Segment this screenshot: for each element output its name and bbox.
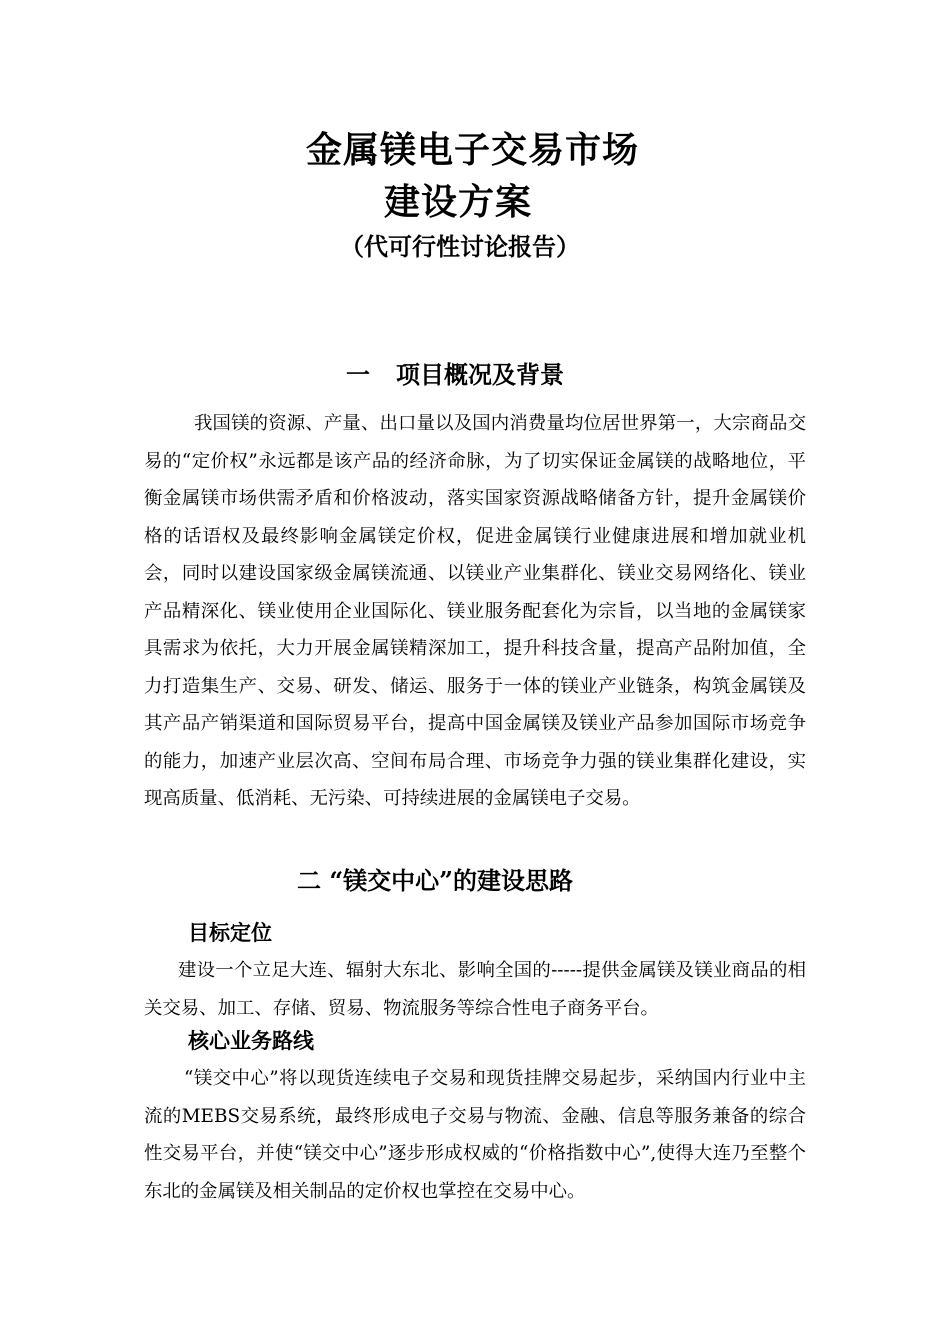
section1-title: 项目概况及背景 xyxy=(396,360,564,389)
document-title-line2: 建设方案 xyxy=(384,181,533,223)
subsection-target-paragraph: 建设一个立足大连、辐射大东北、影响全国的-----提供金属镁及镁业商品的相关交易、加工、存储、贸易、物流服务等综合性电子商务平台。 xyxy=(144,960,806,1019)
section1-number: 一 xyxy=(346,360,370,389)
subsection-core-heading: 核心业务路线 xyxy=(188,1028,314,1053)
section1-paragraph: 我国镁的资源、产量、出口量以及国内消费量均位居世界第一，大宗商品交易的“定价权”永远都是该产品的经济命脉，为了切实保证金属镁的战略地位，平衡金属镁市场供需矛盾和价格波动，落实国家资源战略储备方针，提升金属镁价格的话语权及最终影响金属镁定价权，促进金属镁行业健康进展和增加就业机会，同时以建设国家级金属镁流通、以镁业产业集群化、镁业交易网络化、镁业产品精深化、镁业使用企业国际化、镁业服务配套化为宗旨，以当地的金属镁家具需求为依托，大力开展金属镁精深加工，提升科技含量，提高产品附加值，全力打造集生产、交易、研发、储运、服务于一体的镁业产业链条，构筑金属镁及其产品产销渠道和国际贸易平台，提高中国金属镁及镁业产品参加国际市场竞争的能力，加速产业层次高、空间布局合理、市场竞争力强的镁业集群化建设，实现高质量、低消耗、无污染、可持续进展的金属镁电子交易。 xyxy=(144,413,806,809)
document-title-line1: 金属镁电子交易市场 xyxy=(306,129,640,171)
section2-heading: 二 “镁交中心”的建设思路 xyxy=(297,866,573,895)
section1-heading xyxy=(346,359,564,391)
subsection-core-paragraph: “镁交中心”将以现货连续电子交易和现货挂牌交易起步，采纳国内行业中主流的MEBS交易系统，最终形成电子交易与物流、金融、信息等服务兼备的综合性交易平台，并使“镁交中心”逐步形成权威的“价格指数中心”,使得大连乃至整个东北的金属镁及相关制品的定价权也掌控在交易中心。 xyxy=(144,1068,806,1202)
document-subtitle: （代可行性讨论报告） xyxy=(340,232,580,261)
subsection-target-heading: 目标定位 xyxy=(188,920,272,945)
